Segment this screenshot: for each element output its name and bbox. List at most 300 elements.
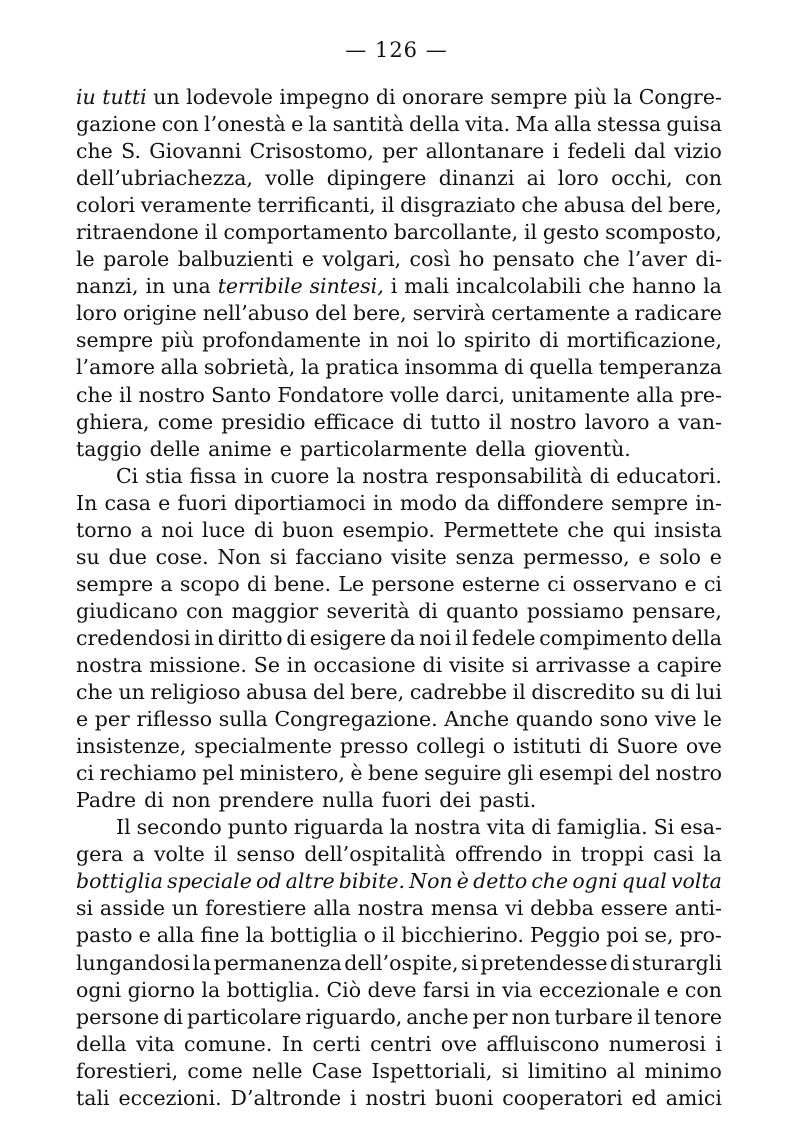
word: dei — [439, 788, 472, 813]
word: per — [94, 707, 130, 732]
word: nostra — [357, 896, 424, 921]
word: più — [574, 85, 607, 109]
word: parole — [103, 247, 170, 272]
word: lodevole — [186, 85, 273, 109]
word: gesto — [542, 220, 600, 245]
word: di — [589, 463, 610, 488]
word: nelle — [251, 1058, 303, 1083]
word: pel — [202, 761, 235, 786]
word: bottiglia — [76, 869, 163, 894]
word: di — [402, 409, 423, 434]
word: dell’ospite, — [344, 950, 459, 975]
word: forestieri, — [76, 1058, 179, 1083]
word: la — [192, 950, 212, 975]
word: forestiere — [205, 896, 307, 921]
word: osservano — [572, 571, 678, 596]
word: o — [492, 734, 506, 759]
text-line — [76, 1058, 722, 1085]
word: disgraziato — [400, 193, 516, 218]
word: cadrebbe — [409, 680, 507, 705]
word: da — [389, 625, 416, 650]
word: per — [382, 139, 418, 164]
word: la — [201, 977, 221, 1002]
word: vita — [136, 1031, 175, 1056]
word: di — [286, 625, 307, 650]
word: senza — [455, 544, 515, 569]
word: pensare, — [632, 598, 722, 623]
word: lui — [695, 680, 722, 705]
word: In — [76, 490, 98, 515]
word: santità — [332, 112, 404, 137]
word: le — [76, 247, 95, 272]
word: alla — [313, 896, 351, 921]
page-number: — 126 — — [345, 38, 448, 62]
word: Peggio — [529, 923, 601, 948]
word: di — [422, 652, 443, 677]
word: ghiera, — [76, 409, 150, 434]
word: Se — [253, 652, 280, 677]
word: da — [464, 490, 490, 515]
word: che — [76, 139, 113, 164]
text-line — [76, 273, 722, 300]
text-line — [76, 409, 722, 436]
word: essere — [600, 896, 668, 921]
word: qui — [612, 517, 646, 542]
word: a — [140, 517, 153, 542]
word: giudicano — [76, 598, 178, 623]
word: sintesi, — [309, 274, 384, 299]
word: della — [671, 625, 722, 650]
text-line — [76, 111, 722, 138]
text-line — [76, 977, 722, 1004]
word: stessa — [596, 112, 662, 137]
word: sempre — [490, 85, 568, 109]
word: persone — [371, 571, 455, 596]
word: occasione — [313, 652, 416, 677]
word: troppi — [580, 842, 644, 867]
word: il — [523, 220, 538, 245]
word: missione. — [149, 652, 247, 677]
word: bottiglia. — [226, 977, 321, 1002]
word: persone — [76, 1004, 160, 1029]
word: se, — [644, 923, 674, 948]
word: in — [475, 977, 496, 1002]
word: torno — [76, 517, 132, 542]
word: e — [291, 112, 304, 137]
word: od — [256, 869, 282, 894]
word: pensato — [492, 247, 575, 272]
word: casa — [104, 490, 151, 515]
word: certi — [312, 1031, 361, 1056]
word: la — [703, 274, 722, 299]
text-line — [76, 382, 722, 409]
word: incalcolabili — [455, 274, 582, 299]
text-line — [76, 1004, 722, 1031]
text-line — [76, 327, 722, 354]
word: onorare — [402, 85, 484, 109]
word: che — [76, 680, 113, 705]
word: insista — [654, 517, 722, 542]
word: bere, — [350, 680, 405, 705]
word: visite — [391, 544, 447, 569]
text-line — [76, 219, 722, 246]
word: la — [300, 355, 320, 380]
word: anti- — [674, 896, 722, 921]
text-line — [76, 922, 722, 949]
word: origine — [123, 301, 197, 326]
word: esempio. — [342, 517, 435, 542]
word: bicchierino. — [401, 923, 524, 948]
word: buon — [282, 517, 334, 542]
word: è — [350, 761, 363, 786]
body-text — [76, 84, 722, 1112]
text-line — [76, 652, 722, 679]
text-line — [76, 1085, 722, 1112]
word: unitamente — [511, 382, 630, 407]
word: della — [475, 436, 526, 461]
word: con — [684, 977, 722, 1002]
word: su — [76, 544, 100, 569]
word: balbuzienti — [177, 247, 294, 272]
word: esa- — [680, 815, 722, 840]
word: Santo — [211, 382, 272, 407]
word: i — [390, 274, 398, 299]
word: vita — [486, 815, 526, 840]
word: cooperatori — [502, 1085, 623, 1110]
word: di — [588, 734, 609, 759]
text-line — [76, 625, 722, 652]
word: nostri — [365, 1085, 427, 1110]
word: numerosi — [608, 1031, 706, 1056]
word: facciano — [295, 544, 383, 569]
word: del — [618, 761, 651, 786]
word: volle — [265, 166, 315, 191]
word: in — [194, 625, 214, 650]
word: e — [301, 247, 314, 272]
word: gioventù. — [533, 436, 631, 461]
word: il — [512, 680, 526, 705]
word: noi — [161, 517, 194, 542]
word: certamente — [491, 301, 611, 326]
word: Non — [409, 869, 453, 894]
word: al — [616, 1058, 636, 1083]
word: volta — [670, 869, 722, 894]
word: bene — [368, 761, 419, 786]
word: volgari, — [322, 247, 402, 272]
word: su — [640, 680, 665, 705]
text-line — [76, 300, 722, 327]
word: il — [454, 625, 469, 650]
word: bere, — [352, 301, 407, 326]
word: nell’abuso — [202, 301, 310, 326]
word: a — [616, 301, 629, 326]
word: o — [363, 923, 376, 948]
word: pasti. — [479, 788, 537, 813]
word: di — [538, 328, 559, 353]
word: le — [703, 707, 722, 732]
word: sempre — [76, 571, 154, 596]
word: quando — [515, 707, 593, 732]
word: pretendesse — [480, 950, 608, 975]
word: anche — [406, 1004, 469, 1029]
text-line — [76, 733, 722, 760]
word: la — [308, 112, 328, 137]
word: in — [372, 490, 393, 515]
word: ho — [458, 247, 485, 272]
word: gazione — [76, 112, 157, 137]
word: fedeli — [567, 139, 626, 164]
word: alla — [636, 382, 674, 407]
word: riguardo, — [305, 1004, 403, 1029]
word: ritraendone — [76, 220, 199, 245]
text-line — [76, 895, 722, 922]
word: della — [409, 112, 460, 137]
word: cuore — [270, 463, 330, 488]
word: poi — [606, 923, 639, 948]
word: di- — [695, 247, 722, 272]
word: una — [172, 274, 211, 299]
word: esterne — [461, 571, 541, 596]
text-line — [76, 192, 722, 219]
word: specialmente — [194, 734, 332, 759]
word: di — [670, 680, 690, 705]
word: nostro — [509, 409, 577, 434]
word: radicare — [634, 301, 722, 326]
word: così — [409, 247, 451, 272]
word: più — [161, 328, 195, 353]
word: in — [286, 652, 307, 677]
word: ove — [440, 1031, 477, 1056]
word: cose. — [155, 544, 209, 569]
word: mali — [404, 274, 449, 299]
word: allontanare — [425, 139, 545, 164]
word: delle — [149, 436, 201, 461]
word: fedele — [471, 625, 536, 650]
word: religioso — [150, 680, 241, 705]
word: hanno — [631, 274, 697, 299]
text-line — [76, 165, 722, 192]
word: i — [552, 139, 560, 164]
word: volle — [390, 382, 440, 407]
word: dal — [633, 139, 666, 164]
word: deve — [367, 977, 417, 1002]
text-line — [76, 544, 722, 571]
word: due — [108, 544, 147, 569]
word: lo — [436, 328, 456, 353]
word: non — [511, 1004, 551, 1029]
word: fine — [200, 923, 240, 948]
word: il — [636, 1004, 651, 1029]
word: turbare — [554, 1004, 633, 1029]
word: che — [567, 517, 605, 542]
word: si — [269, 544, 287, 569]
word: presso — [339, 734, 409, 759]
word: per — [472, 1004, 508, 1029]
word: vita. — [465, 112, 511, 137]
word: pasto — [76, 923, 133, 948]
word: di — [163, 1004, 183, 1029]
word: prendere — [218, 788, 315, 813]
word: con — [684, 166, 722, 191]
word: di — [609, 950, 630, 975]
word: ogni — [572, 869, 618, 894]
word: mensa — [430, 896, 499, 921]
word: pro- — [679, 923, 722, 948]
word: terribile — [217, 274, 303, 299]
word: un — [171, 896, 199, 921]
word: qual — [621, 869, 667, 894]
word: sturargli — [631, 950, 722, 975]
word: gli — [507, 761, 534, 786]
word: casi — [653, 842, 694, 867]
word: arrivasse — [535, 652, 631, 677]
word: istituti — [512, 734, 582, 759]
word: tutti — [102, 85, 147, 109]
word: debba — [530, 896, 594, 921]
word: Fondatore — [277, 382, 384, 407]
text-line — [76, 814, 722, 841]
word: e — [638, 544, 651, 569]
word: Congregazione. — [274, 707, 438, 732]
word: la — [389, 815, 409, 840]
word: educatori. — [616, 463, 722, 488]
word: Il — [116, 815, 131, 840]
word: quanto — [446, 598, 519, 623]
word: in — [145, 274, 166, 299]
word: amici — [665, 1085, 722, 1110]
word: Si — [653, 815, 675, 840]
word: nostra — [76, 652, 143, 677]
text-line — [76, 490, 722, 517]
word: gera — [76, 842, 124, 867]
word: il — [488, 409, 502, 434]
word: il — [214, 842, 228, 867]
word: che — [531, 869, 569, 894]
word: servirà — [412, 301, 486, 326]
word: noi — [396, 328, 429, 353]
word: a — [132, 842, 145, 867]
word: del — [630, 193, 663, 218]
word: la — [613, 85, 633, 109]
word: profondamente — [202, 328, 361, 353]
word: secondo — [136, 815, 222, 840]
word: insistenze, — [76, 734, 187, 759]
word: noi — [419, 625, 452, 650]
word: la — [245, 923, 265, 948]
word: di — [418, 598, 438, 623]
word: detto — [473, 869, 528, 894]
word: punto — [227, 815, 288, 840]
word: ai — [526, 166, 546, 191]
word: Ma — [515, 112, 549, 137]
word: particolare — [187, 1004, 302, 1029]
word: Crisostomo, — [249, 139, 374, 164]
word: i — [715, 1031, 722, 1056]
word: barcollante, — [393, 220, 519, 245]
text-line — [76, 868, 722, 895]
word: possiamo — [526, 598, 624, 623]
text-line — [76, 571, 722, 598]
text-line — [76, 841, 722, 868]
word: tali — [76, 1085, 110, 1110]
word: i — [349, 1085, 357, 1110]
word: il — [204, 220, 218, 245]
word: in — [243, 463, 264, 488]
word: anime — [208, 436, 272, 461]
word: permanenza — [213, 950, 342, 975]
word: in — [551, 842, 572, 867]
word: alla — [554, 112, 592, 137]
word: buoni — [434, 1085, 494, 1110]
word: e — [158, 490, 171, 515]
word: ove — [685, 734, 722, 759]
word: affluiscono — [486, 1031, 600, 1056]
word: bottiglia — [270, 923, 358, 948]
word: stia — [145, 463, 183, 488]
word: limitino — [527, 1058, 608, 1083]
word: loro — [76, 301, 118, 326]
word: ci — [703, 571, 722, 596]
word: rechiamo — [99, 761, 197, 786]
word: veramente — [140, 193, 252, 218]
word: Congre- — [638, 85, 722, 109]
word: di — [247, 571, 267, 596]
word: nostra — [362, 463, 429, 488]
word: la — [336, 463, 356, 488]
word: con — [161, 112, 199, 137]
word: dell’ospitalità — [304, 842, 446, 867]
word: di — [503, 355, 524, 380]
word: diportiamoci — [234, 490, 366, 515]
word: presidio — [221, 409, 306, 434]
word: un — [118, 680, 145, 705]
word: bene. — [273, 571, 332, 596]
word: diritto — [217, 625, 283, 650]
word: come — [157, 409, 214, 434]
word: dipingere — [326, 166, 427, 191]
word: severità — [326, 598, 410, 623]
word: che — [582, 247, 620, 272]
word: offrendo — [455, 842, 543, 867]
word: alla — [160, 355, 199, 380]
word: eccezionale — [538, 977, 660, 1002]
word: si — [460, 950, 479, 975]
word: minimo — [644, 1058, 722, 1083]
word: e — [76, 707, 89, 732]
word: ogni — [76, 977, 122, 1002]
word: senso — [236, 842, 296, 867]
word: maggior — [231, 598, 319, 623]
word: del — [313, 680, 345, 705]
word: D’altronde — [230, 1085, 342, 1110]
text-line — [76, 138, 722, 165]
word: di — [531, 815, 551, 840]
word: sempre — [610, 490, 689, 515]
word: sempre — [76, 328, 154, 353]
word: comune. — [184, 1031, 273, 1056]
word: bibite. — [338, 869, 405, 894]
word: Suore — [616, 734, 678, 759]
word: riflesso — [136, 707, 213, 732]
word: pratica — [325, 355, 399, 380]
word: riguarda — [293, 815, 384, 840]
word: vizio — [674, 139, 722, 164]
word: Case — [311, 1058, 363, 1083]
word: abusa — [246, 680, 308, 705]
text-line — [76, 787, 722, 814]
word: scomposto, — [605, 220, 722, 245]
word: sulla — [218, 707, 268, 732]
